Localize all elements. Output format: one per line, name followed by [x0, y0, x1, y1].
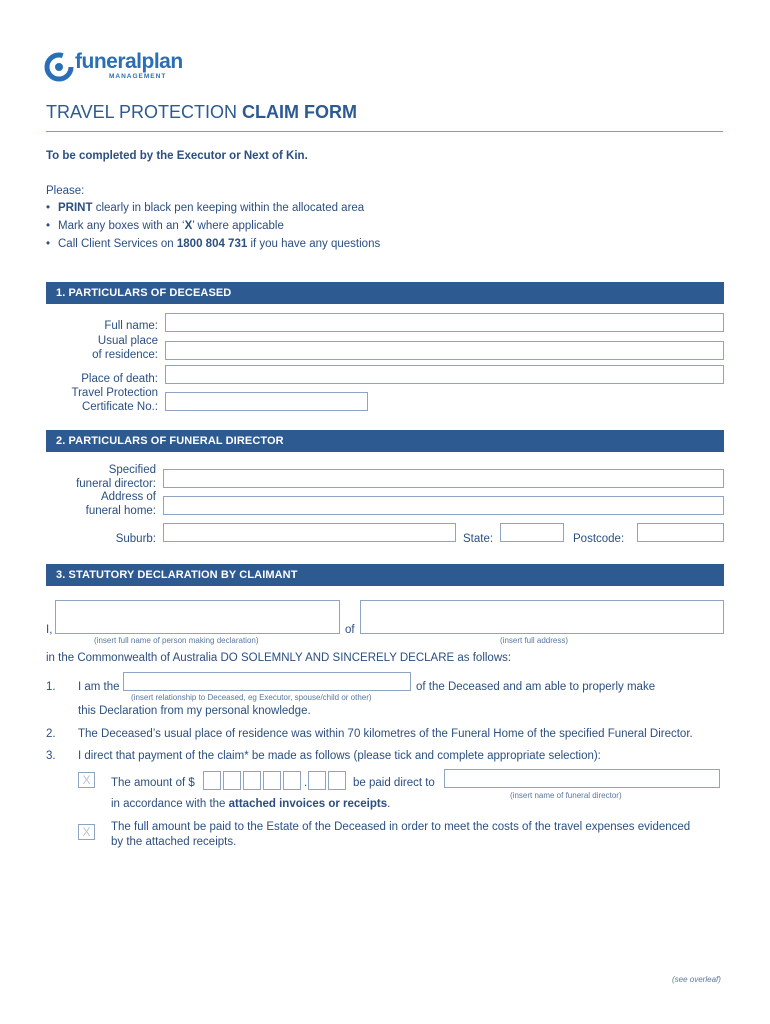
relationship-hint: (insert relationship to Deceased, eg Executor, spouse/child or other) [131, 693, 372, 702]
item1-continued-text: this Declaration from my personal knowledge. [78, 705, 311, 717]
place-of-death-label: Place of death: [81, 373, 158, 385]
page-title [46, 102, 357, 123]
instruction-list [46, 199, 380, 253]
certificate-label: Travel Protection Certificate No.: [71, 387, 158, 413]
please-label: Please: [46, 185, 85, 197]
logo [44, 50, 184, 84]
logo-swirl-icon [44, 52, 74, 82]
option2-checkbox[interactable]: X [78, 824, 95, 840]
place-of-death-field[interactable] [165, 365, 724, 384]
full-name-label: Full name: [104, 320, 158, 332]
decimal-point: . [304, 777, 308, 789]
declarant-name-hint: (insert full name of person making declaration) [94, 636, 259, 645]
postcode-label: Postcode: [573, 533, 625, 545]
payee-field[interactable] [444, 769, 720, 788]
amount-digit[interactable] [243, 771, 261, 790]
funeral-home-address-label: Address of funeral home: [85, 491, 156, 517]
amount-digit[interactable] [283, 771, 301, 790]
section2-header: 2. PARTICULARS OF FUNERAL DIRECTOR [46, 430, 724, 452]
funeral-director-label: Specified funeral director: [76, 464, 156, 490]
declare-statement: in the Commonwealth of Australia DO SOLEMNLY AND SINCERELY DECLARE as follows: [46, 652, 512, 664]
declarant-i-label: I, [46, 624, 53, 636]
declarant-of-label: of [345, 624, 355, 636]
funeral-home-address-field[interactable] [163, 496, 724, 515]
state-label: State: [463, 533, 494, 545]
suburb-label: Suburb: [115, 533, 156, 545]
residence-field[interactable] [165, 341, 724, 360]
title-light: TRAVEL PROTECTION [46, 102, 243, 122]
option1-checkbox[interactable]: X [78, 772, 95, 788]
instruction-item: • PRINT clearly in black pen keeping within the allocated area [46, 199, 380, 217]
instruction-item: • Call Client Services on 1800 804 731 if you have any questions [46, 235, 380, 253]
funeral-director-field[interactable] [163, 469, 724, 488]
item3-text: I direct that payment of the claim* be made as follows (please tick and complete appropriate selection): [78, 750, 601, 762]
amount-cents-digit[interactable] [308, 771, 326, 790]
title-rule [46, 131, 723, 132]
accordance-text: in accordance with the attached invoices or receipts. [111, 798, 391, 810]
instruction-item: • Mark any boxes with an ‘X’ where applicable [46, 217, 380, 235]
item2-text: The Deceased’s usual place of residence was within 70 kilometres of the Funeral Home of the specified Funeral Director. [78, 728, 693, 740]
section1-header: 1. PARTICULARS OF DECEASED [46, 282, 724, 304]
suburb-field[interactable] [163, 523, 456, 542]
item1-number: 1. [46, 681, 56, 693]
option2-text-line2: by the attached receipts. [111, 836, 237, 848]
postcode-field[interactable] [637, 523, 724, 542]
declarant-name-field[interactable] [55, 600, 340, 634]
amount-cents-digit[interactable] [328, 771, 346, 790]
item1-pre-text: I am the [78, 681, 120, 693]
residence-label: Usual place of residence: [92, 335, 158, 361]
declarant-address-hint: (insert full address) [500, 636, 569, 645]
completed-by-note: To be completed by the Executor or Next of Kin. [46, 150, 308, 162]
declarant-address-field[interactable] [360, 600, 724, 634]
amount-digit[interactable] [203, 771, 221, 790]
section3-header: 3. STATUTORY DECLARATION BY CLAIMANT [46, 564, 724, 586]
item3-number: 3. [46, 750, 56, 762]
item2-number: 2. [46, 728, 56, 740]
see-overleaf-note: (see overleaf) [672, 975, 721, 984]
relationship-field[interactable] [123, 672, 411, 691]
amount-digit[interactable] [223, 771, 241, 790]
title-bold: CLAIM FORM [242, 102, 358, 122]
state-field[interactable] [500, 523, 564, 542]
option2-text-line1: The full amount be paid to the Estate of the Deceased in order to meet the costs of the travel expenses evidenced [111, 821, 691, 833]
amount-digit[interactable] [263, 771, 281, 790]
amount-label: The amount of $ [111, 777, 195, 789]
full-name-field[interactable] [165, 313, 724, 332]
item1-post-text: of the Deceased and am able to properly make [416, 681, 656, 693]
payee-hint: (insert name of funeral director) [510, 791, 622, 800]
logo-wordmark: funeralplan [75, 50, 183, 73]
logo-subtitle: MANAGEMENT [109, 73, 167, 80]
paid-direct-label: be paid direct to [353, 777, 435, 789]
certificate-field[interactable] [165, 392, 368, 411]
